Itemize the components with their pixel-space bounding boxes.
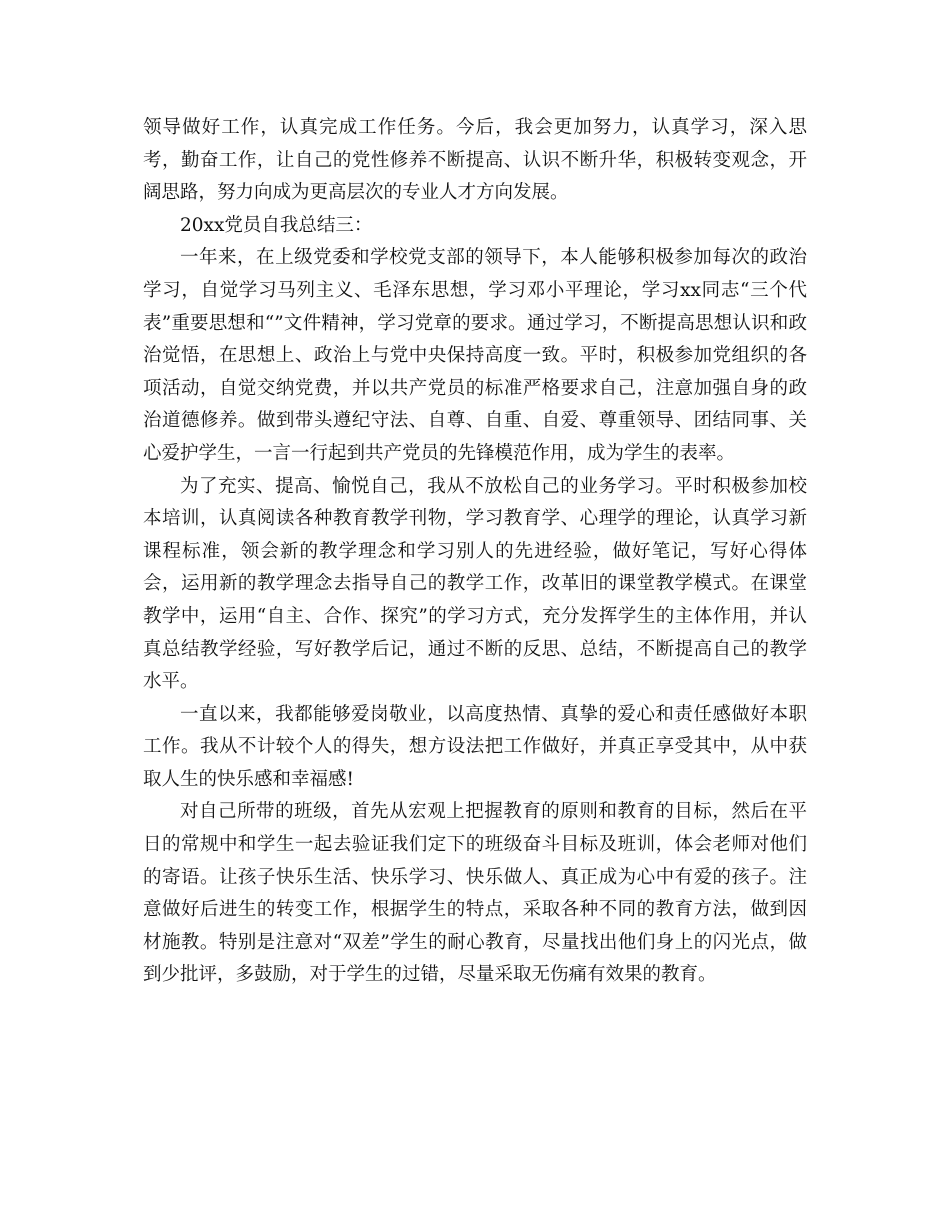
- document-body: [143, 112, 807, 992]
- paragraph-dedication: 一直以来，我都能够爱岗敬业，以高度热情、真挚的爱心和责任感做好本职工作。我从不计较个人的得失，想方设法把工作做好，并真正享受其中，从中获取人生的快乐感和幸福感!: [143, 703, 807, 790]
- paragraph-continuation: 领导做好工作，认真完成工作任务。今后，我会更加努力，认真学习，深入思考，勤奋工作，让自己的党性修养不断提高、认识不断升华，积极转变观念，开阔思路，努力向成为更高层次的专业人才方向发展。: [143, 117, 807, 204]
- paragraph-class-management: 对自己所带的班级，首先从宏观上把握教育的原则和教育的目标，然后在平日的常规中和学生一起去验证我们定下的班级奋斗目标及班训，体会老师对他们的寄语。让孩子快乐生活、快乐学习、快乐做人、真正成为心中有爱的孩子。注意做好后进生的转变工作，根据学生的特点，采取各种不同的教育方法，做到因材施教。特别是注意对“双差”学生的耐心教育，尽量找出他们身上的闪光点，做到少批评，多鼓励，对于学生的过错，尽量采取无伤痛有效果的教育。: [143, 801, 807, 986]
- paragraph-political-study: 一年来，在上级党委和学校党支部的领导下，本人能够积极参加每次的政治学习，自觉学习马列主义、毛泽东思想，学习邓小平理论，学习xx同志“三个代表”重要思想和“”文件精神，学习党章的要求。通过学习，不断提高思想认识和政治觉悟，在思想上、政治上与党中央保持高度一致。平时，积极参加党组织的各项活动，自觉交纳党费，并以共产党员的标准严格要求自己，注意加强自身的政治道德修养。做到带头遵纪守法、自尊、自重、自爱、尊重领导、团结同事、关心爱护学生，一言一行起到共产党员的先锋模范作用，成为学生的表率。: [143, 247, 807, 464]
- paragraph-professional-study: 为了充实、提高、愉悦自己，我从不放松自己的业务学习。平时积极参加校本培训，认真阅读各种教育教学刊物，学习教育学、心理学的理论，认真学习新课程标准，领会新的教学理念和学习别人的先进经验，做好笔记，写好心得体会，运用新的教学理念去指导自己的教学工作，改革旧的课堂教学模式。在课堂教学中，运用“自主、合作、探究”的学习方式，充分发挥学生的主体作用，并认真总结教学经验，写好教学后记，通过不断的反思、总结，不断提高自己的教学水平。: [143, 475, 807, 693]
- section-heading: 20xx党员自我总结三：: [180, 214, 373, 236]
